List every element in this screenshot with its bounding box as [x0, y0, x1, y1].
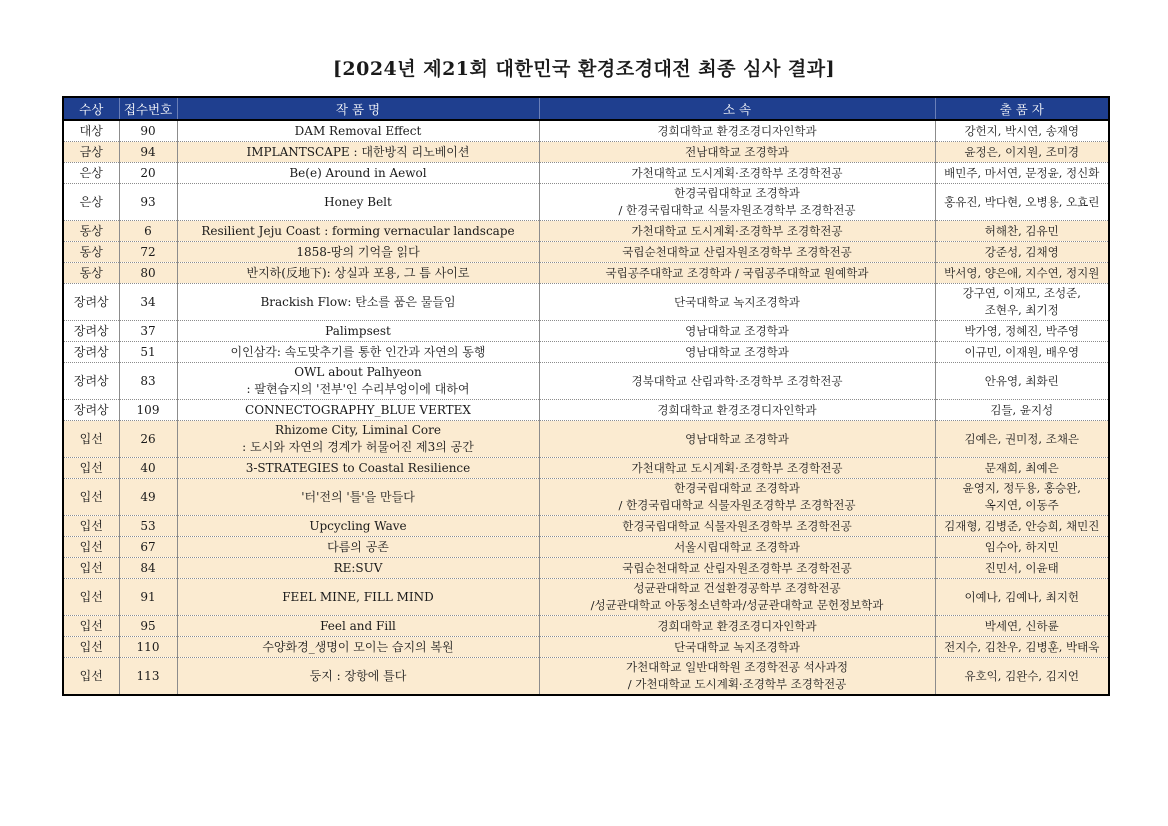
affiliation-cell: [539, 400, 935, 421]
work-title-cell: [177, 163, 539, 184]
participants-cell-line: 박서영, 양은애, 지수연, 정지원: [944, 265, 1100, 280]
work-title-cell-line: Resilient Jeju Coast : forming vernacular landscape: [201, 223, 515, 238]
table-row: [63, 658, 1109, 696]
table-row: [63, 579, 1109, 616]
affiliation-cell-line: 한경국립대학교 조경학과: [674, 481, 800, 495]
participants-cell: [935, 184, 1109, 221]
participants-cell: [935, 658, 1109, 696]
award-cell: 동상: [63, 242, 119, 263]
affiliation-cell-line: / 한경국립대학교 식물자원조경학부 조경학전공: [618, 203, 856, 217]
table-row: [63, 616, 1109, 637]
affiliation-cell-line: / 한경국립대학교 식물자원조경학부 조경학전공: [618, 498, 856, 512]
entry-number-cell: 84: [119, 558, 177, 579]
work-title-cell: [177, 184, 539, 221]
work-title-cell: [177, 120, 539, 142]
participants-cell: [935, 120, 1109, 142]
award-cell: 금상: [63, 142, 119, 163]
table-row: [63, 537, 1109, 558]
work-title-cell-line: '터'전의 '틀'을 만들다: [301, 489, 415, 504]
affiliation-cell: [539, 458, 935, 479]
affiliation-cell-line: 한경국립대학교 조경학과: [674, 186, 800, 200]
entry-number-cell: 51: [119, 342, 177, 363]
work-title-cell-line: 이인삼각: 속도맞추기를 통한 인간과 자연의 동행: [230, 344, 486, 359]
results-table: [62, 96, 1110, 696]
participants-cell: [935, 163, 1109, 184]
entry-number-cell: 40: [119, 458, 177, 479]
table-row: [63, 400, 1109, 421]
entry-number-cell: 93: [119, 184, 177, 221]
table-row: [63, 363, 1109, 400]
participants-cell-line: 배민주, 마서연, 문정윤, 정신화: [944, 165, 1100, 180]
work-title-cell-line: 다름의 공존: [327, 539, 389, 554]
participants-cell-line: 유호익, 김완수, 김지언: [964, 668, 1080, 683]
table-row: [63, 163, 1109, 184]
affiliation-cell: [539, 579, 935, 616]
work-title-cell: [177, 321, 539, 342]
participants-cell-line: 전지수, 김찬우, 김병훈, 박태욱: [944, 639, 1100, 654]
table-row: [63, 120, 1109, 142]
award-cell: 입선: [63, 479, 119, 516]
award-cell: 장려상: [63, 400, 119, 421]
affiliation-cell-line: 국립순천대학교 산림자원조경학부 조경학전공: [622, 244, 852, 259]
work-title-cell-line: OWL about Palhyeon: [294, 365, 422, 379]
affiliation-cell-line: 단국대학교 녹지조경학과: [674, 294, 800, 309]
participants-cell-line: 윤영지, 정두용, 홍승완,: [962, 481, 1081, 495]
affiliation-cell-line: / 가천대학교 도시계획·조경학부 조경학전공: [627, 677, 847, 691]
table-row: [63, 637, 1109, 658]
work-title-cell: [177, 558, 539, 579]
award-cell: 동상: [63, 221, 119, 242]
entry-number-cell: 110: [119, 637, 177, 658]
affiliation-cell-line: 영남대학교 조경학과: [685, 431, 789, 446]
award-cell: 장려상: [63, 284, 119, 321]
table-row: [63, 184, 1109, 221]
work-title-cell-line: 둥지 : 장항에 틀다: [309, 668, 407, 683]
entry-number-cell: 37: [119, 321, 177, 342]
work-title-cell: [177, 421, 539, 458]
work-title-cell-line: IMPLANTSCAPE : 대한방직 리노베이션: [246, 144, 470, 159]
entry-number-cell: 53: [119, 516, 177, 537]
affiliation-cell: [539, 221, 935, 242]
header-row: [63, 97, 1109, 120]
work-title-cell: [177, 537, 539, 558]
work-title-cell-line: Be(e) Around in Aewol: [289, 165, 427, 180]
header-affiliation: 소 속: [539, 97, 935, 120]
affiliation-cell: [539, 516, 935, 537]
affiliation-cell-line: 경희대학교 환경조경디자인학과: [657, 402, 817, 417]
affiliation-cell: [539, 363, 935, 400]
participants-cell-line: 이규민, 이재원, 배우영: [964, 344, 1080, 359]
participants-cell-line: 김재형, 김병준, 안승희, 채민진: [944, 518, 1100, 533]
participants-cell: [935, 342, 1109, 363]
work-title-cell-line: 수양화경_생명이 모이는 습지의 복원: [262, 639, 454, 654]
affiliation-cell-line: 국립순천대학교 산림자원조경학부 조경학전공: [622, 560, 852, 575]
entry-number-cell: 72: [119, 242, 177, 263]
participants-cell-line: 김예은, 권미정, 조채은: [964, 431, 1080, 446]
participants-cell: [935, 537, 1109, 558]
work-title-cell: [177, 342, 539, 363]
work-title-cell-line: CONNECTOGRAPHY_BLUE VERTEX: [245, 402, 471, 417]
table-row: [63, 321, 1109, 342]
work-title-cell: [177, 363, 539, 400]
entry-number-cell: 109: [119, 400, 177, 421]
work-title-cell-line: Upcycling Wave: [309, 518, 407, 533]
participants-cell-line: 박가영, 정혜진, 박주영: [964, 323, 1080, 338]
participants-cell: [935, 637, 1109, 658]
work-title-cell-line: Feel and Fill: [320, 618, 396, 633]
award-cell: 입선: [63, 421, 119, 458]
participants-cell-line: 이예나, 김예나, 최지헌: [964, 589, 1080, 604]
participants-cell-line: 박세연, 신하륜: [984, 618, 1059, 633]
participants-cell: [935, 284, 1109, 321]
work-title-cell-line: : 팔현습지의 '전부'인 수리부엉이에 대하여: [246, 382, 470, 396]
work-title-cell-line: DAM Removal Effect: [294, 123, 422, 138]
participants-cell: [935, 263, 1109, 284]
work-title-cell-line: Rhizome City, Liminal Core: [275, 423, 441, 437]
work-title-cell: [177, 579, 539, 616]
work-title-cell: [177, 400, 539, 421]
affiliation-cell: [539, 342, 935, 363]
work-title-cell: [177, 658, 539, 696]
participants-cell-line: 진민서, 이윤태: [984, 560, 1059, 575]
participants-cell-line: 안유영, 최화린: [984, 373, 1059, 388]
entry-number-cell: 20: [119, 163, 177, 184]
participants-cell-line: 조현우, 최기정: [984, 303, 1059, 317]
affiliation-cell-line: 영남대학교 조경학과: [685, 323, 789, 338]
work-title-cell: [177, 221, 539, 242]
award-cell: 입선: [63, 537, 119, 558]
work-title-cell: [177, 637, 539, 658]
award-cell: 입선: [63, 637, 119, 658]
affiliation-cell-line: 가천대학교 도시계획·조경학부 조경학전공: [631, 460, 843, 475]
affiliation-cell: [539, 658, 935, 696]
table-row: [63, 342, 1109, 363]
table-row: [63, 142, 1109, 163]
participants-cell-line: 강구연, 이재모, 조성준,: [962, 286, 1081, 300]
affiliation-cell-line: 가천대학교 도시계획·조경학부 조경학전공: [631, 165, 843, 180]
affiliation-cell: [539, 616, 935, 637]
work-title-cell-line: : 도시와 자연의 경계가 허물어진 제3의 공간: [242, 440, 474, 454]
affiliation-cell: [539, 421, 935, 458]
participants-cell: [935, 579, 1109, 616]
work-title-cell: [177, 242, 539, 263]
award-cell: 입선: [63, 579, 119, 616]
affiliation-cell: [539, 637, 935, 658]
header-work-title: 작 품 명: [177, 97, 539, 120]
work-title-cell-line: FEEL MINE, FILL MIND: [282, 589, 434, 604]
participants-cell: [935, 421, 1109, 458]
participants-cell-line: 문재희, 최예은: [984, 460, 1059, 475]
entry-number-cell: 113: [119, 658, 177, 696]
participants-cell: [935, 321, 1109, 342]
page-title: [2024년 제21회 대한민국 환경조경대전 최종 심사 결과]: [332, 58, 836, 80]
participants-cell-line: 강준성, 김채영: [984, 244, 1059, 259]
participants-cell: [935, 221, 1109, 242]
work-title-cell-line: Brackish Flow: 탄소를 품은 물들임: [260, 294, 456, 309]
affiliation-cell: [539, 184, 935, 221]
participants-cell: [935, 400, 1109, 421]
affiliation-cell-line: 영남대학교 조경학과: [685, 344, 789, 359]
work-title-cell: [177, 516, 539, 537]
table-row: [63, 263, 1109, 284]
participants-cell-line: 옥지연, 이동주: [984, 498, 1059, 512]
entry-number-cell: 80: [119, 263, 177, 284]
entry-number-cell: 83: [119, 363, 177, 400]
affiliation-cell-line: 전남대학교 조경학과: [685, 144, 789, 159]
work-title-cell-line: 반지하(反地下): 상실과 포용, 그 틈 사이로: [246, 265, 470, 280]
participants-cell: [935, 242, 1109, 263]
participants-cell-line: 김들, 윤지성: [990, 402, 1054, 417]
work-title-cell-line: Honey Belt: [324, 194, 392, 209]
table-row: [63, 479, 1109, 516]
work-title-cell: [177, 263, 539, 284]
affiliation-cell-line: /성균관대학교 아동청소년학과/성균관대학교 문헌정보학과: [590, 598, 884, 612]
header-entry-number: 접수번호: [119, 97, 177, 120]
affiliation-cell-line: 경북대학교 산림과학·조경학부 조경학전공: [631, 373, 843, 388]
work-title-cell-line: 1858-땅의 기억을 읽다: [296, 244, 420, 259]
award-cell: 장려상: [63, 363, 119, 400]
work-title-cell: [177, 616, 539, 637]
award-cell: 장려상: [63, 342, 119, 363]
entry-number-cell: 94: [119, 142, 177, 163]
entry-number-cell: 90: [119, 120, 177, 142]
work-title-cell: [177, 284, 539, 321]
participants-cell: [935, 363, 1109, 400]
work-title-cell: [177, 458, 539, 479]
affiliation-cell-line: 경희대학교 환경조경디자인학과: [657, 618, 817, 633]
affiliation-cell-line: 가천대학교 도시계획·조경학부 조경학전공: [631, 223, 843, 238]
affiliation-cell-line: 한경국립대학교 식물자원조경학부 조경학전공: [622, 518, 852, 533]
entry-number-cell: 26: [119, 421, 177, 458]
participants-cell-line: 강헌지, 박시연, 송재영: [964, 123, 1080, 138]
participants-cell-line: 윤정은, 이지원, 조미경: [964, 144, 1080, 159]
participants-cell-line: 허해찬, 김유민: [984, 223, 1059, 238]
award-cell: 입선: [63, 558, 119, 579]
affiliation-cell-line: 가천대학교 일반대학원 조경학전공 석사과정: [625, 660, 849, 674]
affiliation-cell: [539, 321, 935, 342]
award-cell: 대상: [63, 120, 119, 142]
affiliation-cell-line: 경희대학교 환경조경디자인학과: [657, 123, 817, 138]
participants-cell: [935, 142, 1109, 163]
affiliation-cell: [539, 558, 935, 579]
table-row: [63, 558, 1109, 579]
work-title-cell: [177, 479, 539, 516]
entry-number-cell: 95: [119, 616, 177, 637]
affiliation-cell: [539, 142, 935, 163]
entry-number-cell: 67: [119, 537, 177, 558]
table-row: [63, 516, 1109, 537]
table-row: [63, 458, 1109, 479]
award-cell: 입선: [63, 516, 119, 537]
affiliation-cell: [539, 163, 935, 184]
award-cell: 장려상: [63, 321, 119, 342]
participants-cell-line: 임수아, 하지민: [984, 539, 1059, 554]
affiliation-cell: [539, 120, 935, 142]
header-participants: 출 품 자: [935, 97, 1109, 120]
affiliation-cell: [539, 479, 935, 516]
participants-cell: [935, 458, 1109, 479]
work-title-cell-line: 3-STRATEGIES to Coastal Resilience: [245, 460, 471, 475]
entry-number-cell: 34: [119, 284, 177, 321]
award-cell: 동상: [63, 263, 119, 284]
affiliation-cell-line: 서울시립대학교 조경학과: [674, 539, 800, 554]
participants-cell-line: 홍유진, 박다현, 오병용, 오효린: [944, 194, 1100, 209]
affiliation-cell-line: 국립공주대학교 조경학과 / 국립공주대학교 원예학과: [605, 265, 869, 280]
table-row: [63, 284, 1109, 321]
table-row: [63, 421, 1109, 458]
award-cell: 은상: [63, 184, 119, 221]
entry-number-cell: 49: [119, 479, 177, 516]
affiliation-cell: [539, 284, 935, 321]
work-title-cell-line: RE:SUV: [333, 560, 383, 575]
affiliation-cell-line: 단국대학교 녹지조경학과: [674, 639, 800, 654]
table-row: [63, 242, 1109, 263]
award-cell: 입선: [63, 458, 119, 479]
work-title-cell: [177, 142, 539, 163]
entry-number-cell: 91: [119, 579, 177, 616]
table-row: [63, 221, 1109, 242]
participants-cell: [935, 516, 1109, 537]
affiliation-cell: [539, 537, 935, 558]
participants-cell: [935, 558, 1109, 579]
affiliation-cell-line: 성균관대학교 건설환경공학부 조경학전공: [633, 581, 841, 595]
participants-cell: [935, 616, 1109, 637]
header-award: 수상: [63, 97, 119, 120]
participants-cell: [935, 479, 1109, 516]
award-cell: 입선: [63, 616, 119, 637]
award-cell: 은상: [63, 163, 119, 184]
affiliation-cell: [539, 242, 935, 263]
award-cell: 입선: [63, 658, 119, 696]
work-title-cell-line: Palimpsest: [325, 323, 391, 338]
entry-number-cell: 6: [119, 221, 177, 242]
affiliation-cell: [539, 263, 935, 284]
